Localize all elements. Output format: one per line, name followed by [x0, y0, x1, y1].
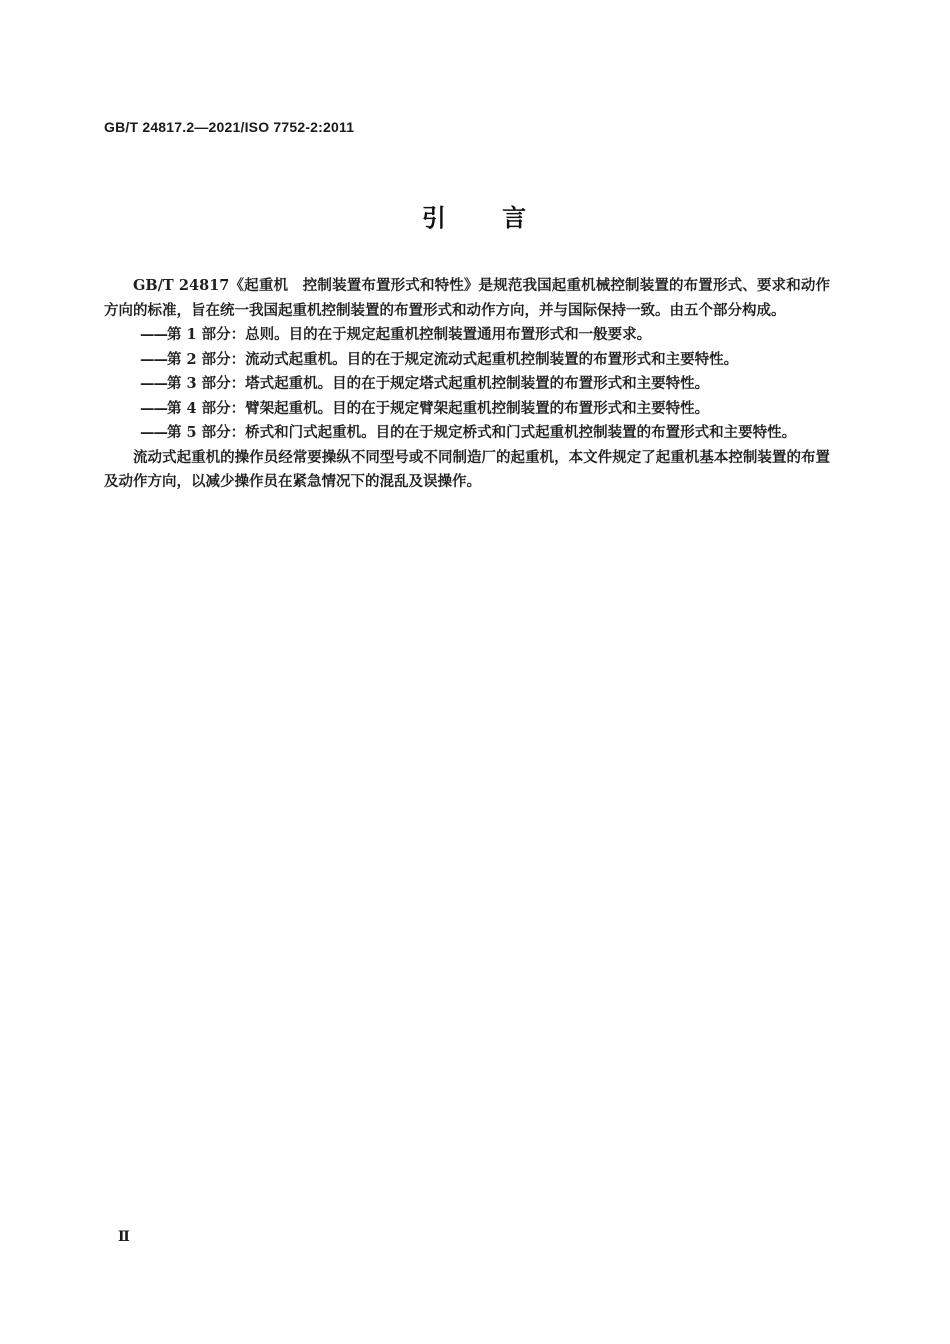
- list-dash: ——: [140, 375, 167, 392]
- list-dash: ——: [140, 399, 167, 417]
- list-item-part-2: [104, 348, 830, 373]
- section-title: 引 言: [421, 204, 529, 232]
- list-dash: ——: [140, 326, 167, 343]
- document-body: [104, 274, 830, 495]
- list-dash: ——: [140, 350, 167, 368]
- standard-identifier: GB/T 24817.2—2021/ISO 7752-2:2011: [104, 119, 355, 135]
- list-item-text: 第 4 部分：臂架起重机。目的在于规定臂架起重机控制装置的布置形式和主要特性。: [167, 399, 710, 417]
- list-item-text: 第 3 部分：塔式起重机。目的在于规定塔式起重机控制装置的布置形式和主要特性。: [167, 375, 710, 392]
- list-item-text: 第 5 部分：桥式和门式起重机。目的在于规定桥式和门式起重机控制装置的布置形式和主要特性。: [167, 424, 797, 441]
- list-item-part-5: [104, 421, 830, 446]
- intro-paragraph: GB/T 24817《起重机 控制装置布置形式和特性》是规范我国起重机械控制装置的布置形式、要求和动作方向的标准，旨在统一我国起重机控制装置的布置形式和动作方向，并与国际保持一致。由五个部分构成。: [104, 277, 830, 319]
- list-item-part-3: [104, 372, 830, 397]
- page-number: Ⅱ: [118, 1229, 130, 1245]
- list-item-text: 第 2 部分：流动式起重机。目的在于规定流动式起重机控制装置的布置形式和主要特性。: [167, 350, 739, 368]
- list-item-part-4: [104, 397, 830, 422]
- closing-paragraph: 流动式起重机的操作员经常要操纵不同型号或不同制造厂的起重机，本文件规定了起重机基本控制装置的布置及动作方向，以减少操作员在紧急情况下的混乱及误操作。: [104, 448, 830, 490]
- list-item-text: 第 1 部分：总则。目的在于规定起重机控制装置通用布置形式和一般要求。: [167, 326, 652, 343]
- list-dash: ——: [140, 424, 167, 441]
- list-item-part-1: [104, 323, 830, 348]
